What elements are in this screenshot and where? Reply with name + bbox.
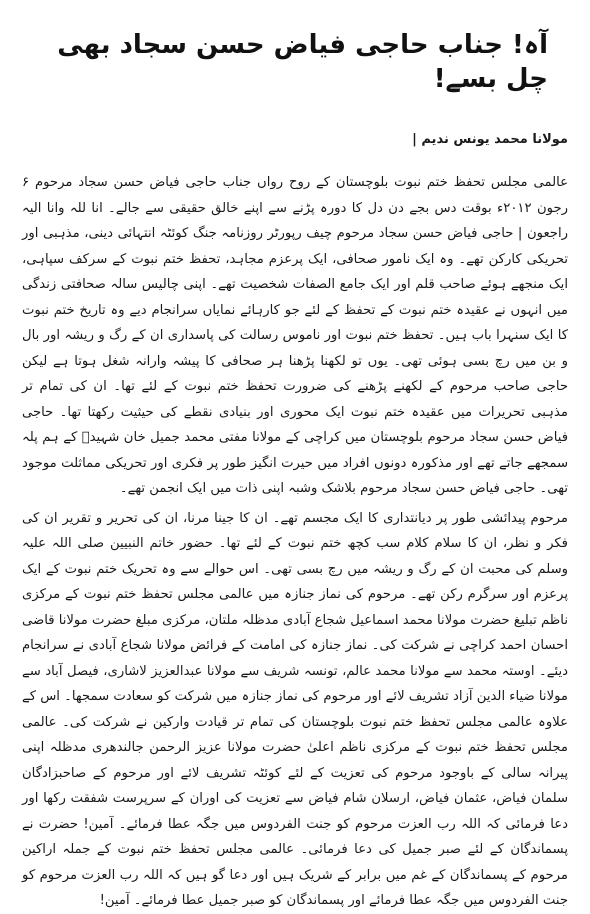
article-paragraph-1: عالمی مجلس تحفظ ختم نبوت بلوچستان کے روح رواں جناب حاجی فیاض حسن سجاد مرحوم ۶ رجون ۲۰۱۲ء بوقت دس بجے دن دل کا دورہ پڑنے سے اپنے خالق حقیقی سے جالے۔ انا للہ وانا الیہ راجعون | حاجی فیاض حسن سجاد مرحوم چیف رپورٹر روزنامہ جنگ کوئٹہ انتہائی دینی، مذہبی اور تحریکی کارکن تھے۔ وہ ایک نامور صحافی، ایک پرعزم مجاہد، تحفظ ختم نبوت کے سرکف سپاہی، ایک منجھے ہوئے صاحب قلم اور ایک جامع الصفات شخصیت تھے۔ اپنی چالیس سالہ صحافتی زندگی میں انہوں نے عقیدہ ختم نبوت کے تحفظ کے لئے جو کارہائے نمایاں سرانجام دیے وہ تاریخ ختم نبوت کا ایک سنہرا باب ہیں۔ تحفظ ختم نبوت اور ناموس رسالت کی پاسداری ان کے رگ و ریشہ اور بال و بن میں رچ بسی ہوئی تھی۔ یوں تو لکھنا پڑھنا ہر صحافی کا پیشہ وارانہ شغل ہوتا ہے لیکن حاجی صاحب مرحوم کے لکھنے پڑھنے کی ضرورت تحفظ ختم نبوت کے لئے تھا۔ ان کی تمام تر مذہبی تحریرات میں عقیدہ ختم نبوت ایک محوری اور بنیادی نقطے کی حیثیت رکھتا تھا۔ حاجی فیاض حسن سجاد مرحوم بلوچستان میں کراچی کے مولانا مفتی محمد جمیل خان شہیدؒ کے ہم پلہ سمجھے جاتے تھے اور مذکورہ دونوں افراد میں حیرت انگیز طور پر فکری اور تحریکی مماثلت موجود تھی۔ حاجی فیاض حسن سجاد مرحوم بلاشک وشبہ اپنی ذات میں ایک انجمن تھے۔ bbox=[22, 175, 568, 496]
article-paragraph-2: مرحوم پیدائشی طور پر دیانتداری کا ایک مجسم تھے۔ ان کا جینا مرنا، ان کی تحریر و تقریر ان کی فکر و نظر، ان کا سلام کلام سب کچھ ختم نبوت کے لئے تھا۔ حضور خاتم النبیین صلی اللہ علیہ وسلم کی محبت ان کے رگ و ریشہ میں رچ بسی تھی۔ اس حوالے سے وہ تحریک ختم نبوت کے ایک پرعزم اور سرگرم رکن تھے۔ مرحوم کی نماز جنازہ میں عالمی مجلس تحفظ ختم نبوت کے مرکزی ناظم تبلیغ حضرت مولانا محمد اسماعیل شجاع آبادی مدظلہ ملتان، مرکزی مبلغ حضرت مولانا قاضی احسان احمد کراچی نے شرکت کی۔ نماز جنازہ کی امامت کے فرائض مولانا شجاع آبادی نے سرانجام دیئے۔ اوستہ محمد سے مولانا محمد عالم، تونسہ شریف سے مولانا عبدالعزیز لاشاری، فیصل آباد سے مولانا ضیاء الدین آزاد تشریف لائے اور مرحوم کی نماز جنازہ میں شرکت کو سعادت سمجھا۔ اس کے علاوہ عالمی مجلس تحفظ ختم نبوت بلوچستان کی تمام تر قیادت وارکین نے شرکت کی۔ عالمی مجلس تحفظ ختم نبوت کے مرکزی ناظم اعلیٰ حضرت مولانا عزیز الرحمن جالندھری مدظلہ اپنی پیرانہ سالی کے باوجود مرحوم کی تعزیت کے لئے کوئٹہ تشریف لائے اور مرحوم کے صاحبزادگان سلمان فیاض، عثمان فیاض، ارسلان شام فیاض سے تعزیت کی اوران کے سرپرست شفقت رکھا اور دعا فرمائی کہ اللہ رب العزت مرحوم کو جنت الفردوس میں جگہ عطا فرمائے۔ آمین! حضرت نے پسماندگان کے لئے صبر جمیل کی دعا فرمائی۔ عالمی مجلس تحفظ ختم نبوت کے جملہ اراکین مرحوم کے پسماندگان کے غم میں برابر کے شریک ہیں اور دعا گو ہیں کہ اللہ رب العزت مرحوم کو جنت الفردوس میں جگہ عطا فرمائے اور پسماندگان کو صبر جمیل عطا فرمائے۔ آمین! bbox=[22, 510, 568, 908]
article-byline: مولانا محمد یونس ندیم | bbox=[412, 132, 568, 147]
article-headline: آہ! جناب حاجی فیاض حسن سجاد بھی چل بسے! bbox=[57, 30, 548, 94]
